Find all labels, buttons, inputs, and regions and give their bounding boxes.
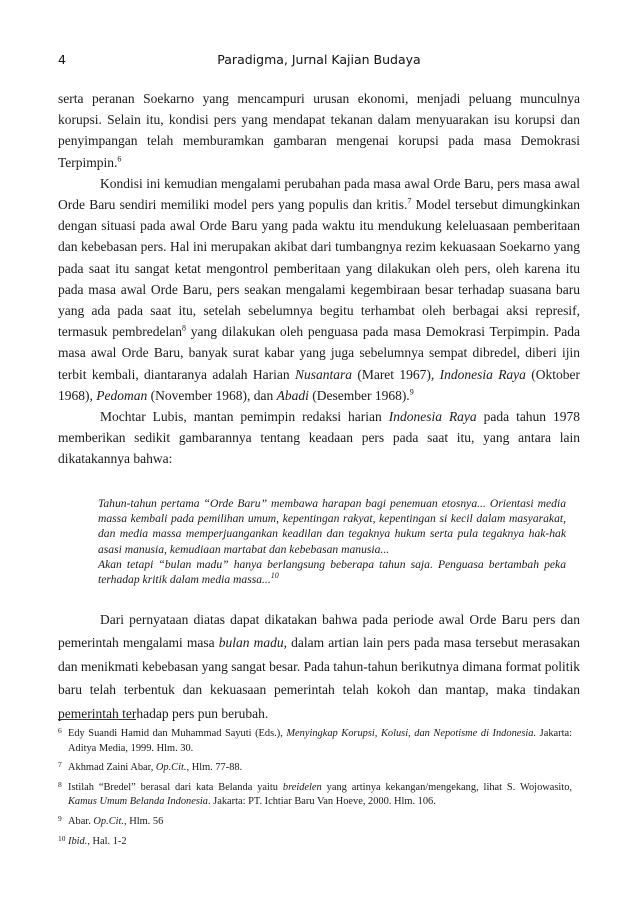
newspaper-title: Pedoman bbox=[96, 387, 148, 403]
footnote-text: Hal. 1-2 bbox=[89, 835, 127, 847]
paragraph-4 bbox=[58, 608, 580, 725]
footnote-term: breidelen bbox=[282, 781, 322, 793]
footnote-text: Akhmad Zaini Abar, bbox=[68, 762, 156, 774]
footnote-text: Hlm. 56 bbox=[126, 815, 164, 827]
footnotes bbox=[58, 727, 572, 854]
footnote-number: 9 bbox=[58, 813, 62, 823]
paragraph-text: (Desember 1968). bbox=[308, 387, 410, 403]
footnote-text: Istilah “Bredel” berasal dari kata Belanda yaitu bbox=[68, 781, 283, 793]
paragraph-text: serta peranan Soekarno yang mencampuri urusan ekonomi, menjadi peluang munculnya korupsi. Selain itu, kondisi pers yang mendapat tekanan dalam menyuarakan isu korupsi dan penyimpangan telah memburamkan gambaran mengenai korupsi pada masa Demokrasi Terpimpin. bbox=[58, 91, 580, 170]
footnote-9 bbox=[58, 815, 572, 830]
footnote-text: . Jakarta: PT. Ichtiar Baru Van Hoeve, 2000. Hlm. 106. bbox=[207, 796, 436, 808]
footnote-ref[interactable]: 10 bbox=[270, 571, 279, 581]
newspaper-title: Indonesia Raya bbox=[388, 409, 477, 425]
paragraph-text: pada tahun 1978 memberikan sedikit gambarannya tentang keadaan pers pada saat itu, yang antara lain dikatakannya bahwa: bbox=[58, 409, 581, 467]
footnote-ref[interactable]: 6 bbox=[117, 154, 122, 164]
footnote-ref[interactable]: 7 bbox=[407, 196, 412, 206]
footnote-text: Jakarta: Aditya Media, 1999. Hlm. 30. bbox=[68, 728, 572, 754]
footnote-number: 8 bbox=[58, 779, 62, 789]
footnote-text: Abar. bbox=[68, 815, 94, 827]
paragraph-text: Model tersebut dimungkinkan dengan situasi pada awal Orde Baru yang pada waktu itu mendukung keleluasaan pemberitaan dan kebebasan pers. Hal ini merupakan akibat dari tumbangnya rezim kekuasaan Soekarno yang pada saat itu sangat ketat mengontrol pemberitaan yang dilakukan oleh pers, oleh karena itu pada masa awal Orde Baru, pers seakan mengalami kegembiraan besar terhadap suasana baru yang ada pada saat itu, setelah sebelumnya begitu terhambat oleh berbagai aksi represif, termasuk pembredelan bbox=[58, 197, 580, 340]
page-number: 4 bbox=[58, 52, 66, 67]
paragraph-text: Mochtar Lubis, mantan pemimpin redaksi harian bbox=[100, 409, 389, 425]
footnote-number: 6 bbox=[58, 726, 62, 735]
block-quote bbox=[98, 496, 566, 587]
footnote-ref[interactable]: 8 bbox=[182, 323, 186, 333]
paragraph-1 bbox=[58, 88, 580, 173]
page-header bbox=[58, 52, 580, 68]
quote-paragraph-2 bbox=[98, 557, 566, 587]
body-text-after-quote bbox=[58, 608, 580, 725]
footnote-separator bbox=[58, 719, 136, 720]
newspaper-title: Indonesia Raya bbox=[439, 366, 526, 382]
footnote-number: 10 bbox=[58, 833, 66, 843]
paragraph-text: yang dilakukan oleh penguasa pada masa Demokrasi Terpimpin. Pada masa awal Orde Baru, banyak surat kabar yang juga sebelumnya sempat dibredel, diberi ijin terbit kembali, diantaranya adalah Harian bbox=[58, 324, 580, 382]
paragraph-text: Kondisi ini kemudian mengalami perubahan pada masa awal Orde Baru, pers masa awal Orde Baru sendiri memiliki model pers yang populis dan kritis. bbox=[58, 175, 580, 213]
paragraph-text: (Oktober 1968), bbox=[58, 366, 581, 403]
footnote-10 bbox=[58, 835, 572, 850]
paragraph-2 bbox=[58, 173, 580, 406]
paragraph-text: (November 1968), dan bbox=[147, 387, 277, 403]
footnote-book-title: Kamus Umum Belanda Indonesia bbox=[68, 796, 208, 808]
paragraph-text: (Maret 1967), bbox=[351, 366, 440, 382]
newspaper-title: Abadi bbox=[276, 387, 309, 403]
footnote-citation: Op.Cit., bbox=[93, 815, 127, 827]
quote-text: Akan tetapi “bulan madu” hanya berlangsung beberapa tahun saja. Penguasa bertambah peka terhadap kritik dalam media massa... bbox=[98, 557, 566, 587]
emphasis-term: bulan madu bbox=[218, 635, 284, 651]
paragraph-text: Dari pernyataan diatas dapat dikatakan bahwa pada periode awal Orde Baru pers dan pemerintah mengalami masa bbox=[58, 612, 580, 651]
footnote-text: Hlm. 77-88. bbox=[189, 762, 243, 774]
paragraph-3 bbox=[58, 406, 580, 470]
footnote-book-title: Menyingkap Korupsi, Kolusi, dan Nepotisme di Indonesia. bbox=[286, 728, 537, 739]
paragraph-text: , dalam artian lain pers pada masa tersebut merasakan dan menikmati kebebasan yang sangat besar. Pada tahun-tahun berikutnya dimana format politik baru telah terbentuk dan kekuasaan pemerintah telah kokoh dan mantap, maka tindakan pemerintah terhadap pers pun berubah. bbox=[58, 635, 580, 721]
footnote-8 bbox=[58, 781, 572, 810]
footnote-citation: Ibid., bbox=[68, 835, 90, 847]
footnote-ref[interactable]: 9 bbox=[409, 387, 414, 397]
quote-paragraph-1: Tahun-tahun pertama “Orde Baru” membawa harapan bagi penemuan etosnya... Orientasi media massa kembali pada pemilihan umum, kepentingan rakyat, kepentingan si kecil dalam masyarakat, dan media massa memperjuangankan keadilan dan tegaknya hukum serta pula tegaknya hak-hak asasi manusia, kemudiaan martabat dan kebebasan manusia... bbox=[98, 497, 566, 556]
footnote-citation: Op.Cit., bbox=[155, 762, 190, 774]
footnote-text: Edy Suandi Hamid dan Muhammad Sayuti (Eds.), bbox=[68, 728, 287, 739]
body-text bbox=[58, 88, 580, 470]
footnote-7 bbox=[58, 761, 572, 776]
footnote-6 bbox=[58, 727, 572, 756]
running-title: Paradigma, Jurnal Kajian Budaya bbox=[217, 52, 421, 67]
newspaper-title: Nusantara bbox=[294, 366, 352, 382]
footnote-number: 7 bbox=[58, 760, 62, 770]
footnote-text: yang artinya kekangan/mengekang, lihat S. Wojowasito, bbox=[321, 781, 572, 793]
